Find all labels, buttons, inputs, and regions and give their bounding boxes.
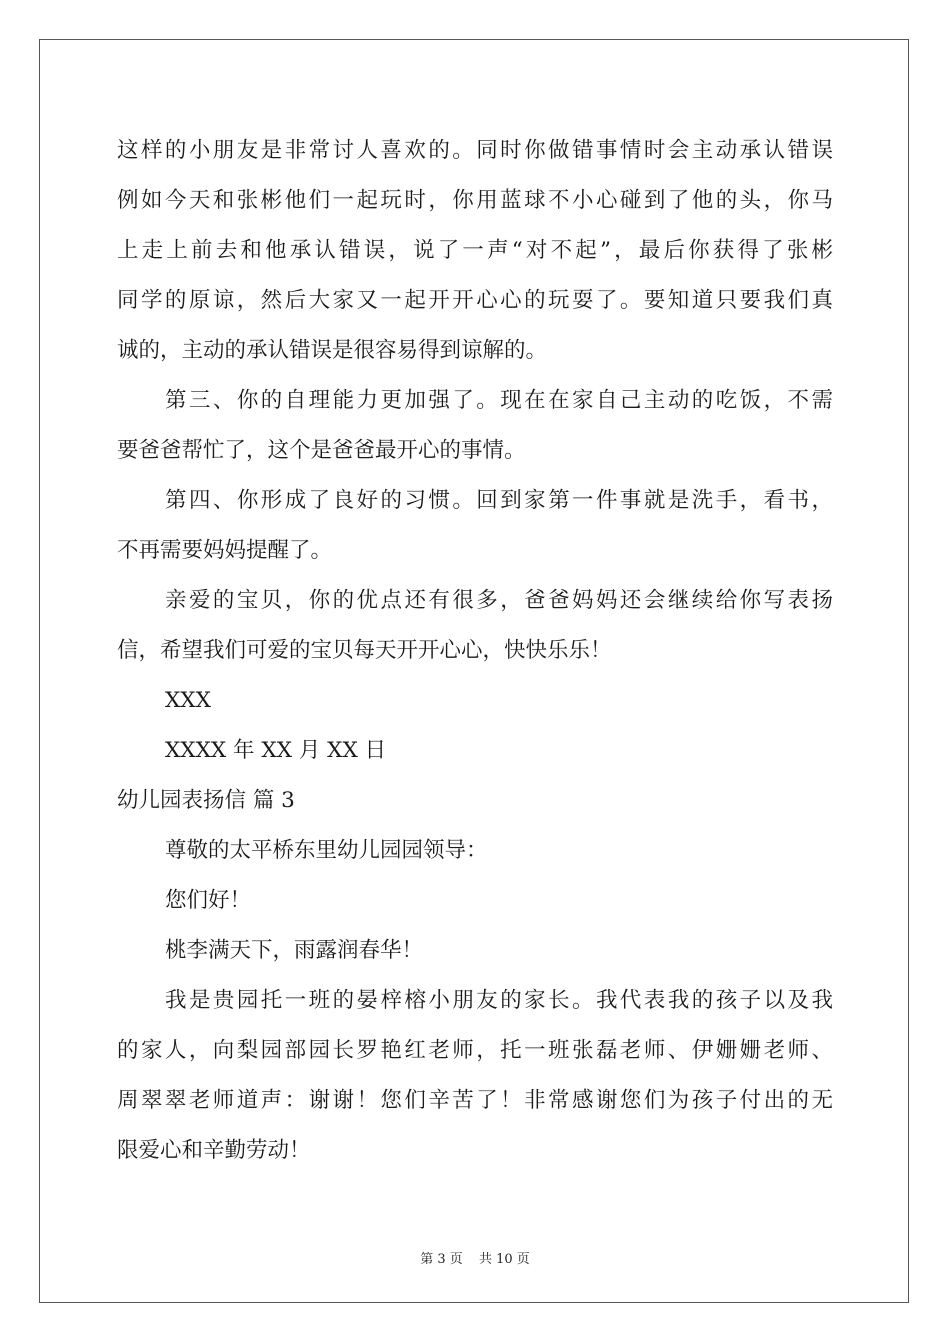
signature-name: XXX	[165, 688, 211, 713]
body-line: 要爸爸帮忙了，这个是爸爸最开心的事情。	[117, 438, 526, 463]
paragraph-start-line: 第四、你形成了良好的习惯。回到家第一件事就是洗手，看书，	[165, 488, 833, 513]
body-line: 周翠翠老师道声：谢谢！您们辛苦了！非常感谢您们为孩子付出的无	[117, 1088, 833, 1113]
body-line: 诚的，主动的承认错误是很容易得到谅解的。	[117, 338, 548, 363]
body-line: 同学的原谅，然后大家又一起开开心心的玩耍了。要知道只要我们真	[117, 288, 833, 313]
paragraph-start-line: 第三、你的自理能力更加强了。现在在家自己主动的吃饭，不需	[165, 388, 833, 413]
body-line: 例如今天和张彬他们一起玩时，你用蓝球不小心碰到了他的头，你马	[117, 188, 833, 213]
body-line: 这样的小朋友是非常讨人喜欢的。同时你做错事情时会主动承认错误	[117, 138, 833, 163]
paragraph-start-line: 我是贵园托一班的晏梓榕小朋友的家长。我代表我的孩子以及我	[165, 988, 833, 1013]
salutation: 尊敬的太平桥东里幼儿园园领导：	[165, 838, 488, 863]
document-body	[117, 126, 833, 1176]
body-line: 的家人，向梨园部园长罗艳红老师，托一班张磊老师、伊姗姗老师、	[117, 1038, 833, 1063]
page-number: 第 3 页	[420, 1252, 463, 1267]
signature-date: XXXX 年 XX 月 XX 日	[165, 738, 387, 763]
section-heading: 幼儿园表扬信 篇 3	[117, 788, 295, 813]
greeting: 您们好！	[165, 888, 252, 913]
body-line: 上走上前去和他承认错误，说了一声“对不起”，最后你获得了张彬	[117, 238, 833, 263]
page-footer	[0, 1248, 950, 1267]
paragraph-start-line: 亲爱的宝贝，你的优点还有很多，爸爸妈妈还会继续给你写表扬	[165, 588, 833, 613]
body-line: 桃李满天下，雨露润春华！	[165, 938, 424, 963]
body-line: 信，希望我们可爱的宝贝每天开开心心，快快乐乐！	[117, 638, 612, 663]
page-total: 共 10 页	[478, 1252, 530, 1267]
body-line: 不再需要妈妈提醒了。	[117, 538, 333, 563]
body-line: 限爱心和辛勤劳动！	[117, 1138, 311, 1163]
